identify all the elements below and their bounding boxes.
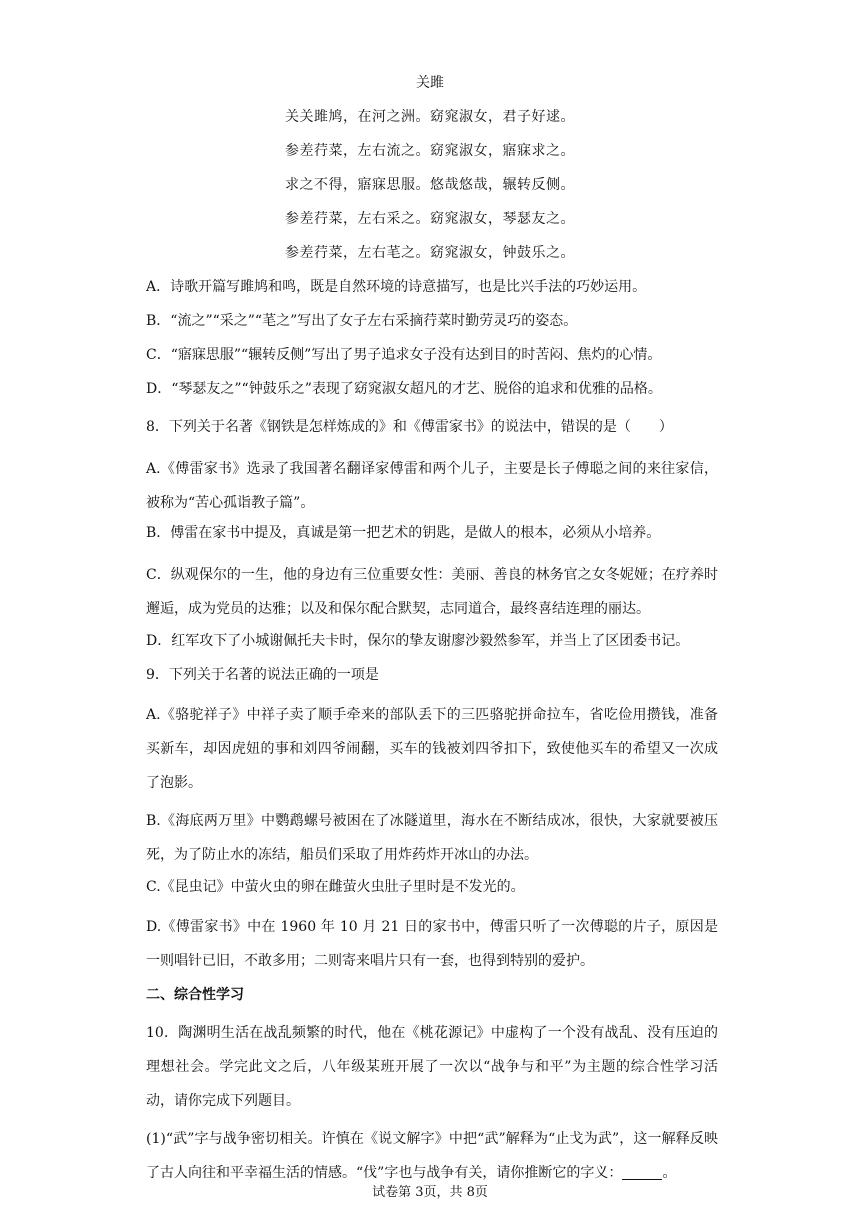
poem-line: 关关雎鸠，在河之洲。窈窕淑女，君子好逑。 (285, 109, 575, 125)
q9-option-a: A.《骆驼祥子》中祥子卖了顺手牵来的部队丢下的三匹骆驼拼命拉车，省吃俭用攒钱，准备买新车，却因虎妞的事和刘四爷闹翻，买车的钱被刘四爷扣下，致使他买车的希望又一次成了泡影。 (146, 707, 718, 791)
answer-blank[interactable] (622, 1163, 662, 1180)
q10-sub1-end: 。 (662, 1165, 677, 1181)
q10-sub1 (146, 1122, 718, 1190)
section-heading: 二、综合性学习 (146, 987, 244, 1003)
q9-option-d: D.《傅雷家书》中在 1960 年 10 月 21 日的家书中，傅雷只听了一次傅聪的片子，原因是一则唱针已旧，不敢多用；二则寄来唱片只有一套，也得到特别的爱护。 (146, 919, 718, 969)
poem-body (0, 106, 860, 276)
poem-line: 参差荇菜，左右采之。窈窕淑女，琴瑟友之。 (285, 211, 575, 227)
q10-sub1-text: (1)“武”字与战争密切相关。许慎在《说文解字》中把“武”解释为“止戈为武”，这一解释反映了古人向往和平幸福生活的情感。“伐”字也与战争有关，请你推断它的字义： (146, 1131, 718, 1181)
q10-intro: 10．陶渊明生活在战乱频繁的时代，他在《桃花源记》中虚构了一个没有战乱、没有压迫的理想社会。学完此文之后，八年级某班开展了一次以“战争与和平”为主题的综合性学习活动，请你完成下列题目。 (146, 1025, 718, 1109)
q8-option-a: A.《傅雷家书》选录了我国著名翻译家傅雷和两个儿子，主要是长子傅聪之间的来往家信，被称为“苦心孤诣教子篇”。 (146, 461, 718, 511)
poem-line: 参差荇菜，左右流之。窈窕淑女，寤寐求之。 (285, 143, 575, 159)
q7-option-a: A．诗歌开篇写雎鸠和鸣，既是自然环境的诗意描写，也是比兴手法的巧妙运用。 (146, 279, 647, 295)
q8-option-c: C．纵观保尔的一生，他的身边有三位重要女性：美丽、善良的林务官之女冬妮娅；在疗养时邂逅，成为党员的达雅；以及和保尔配合默契，志同道合，最终喜结连理的丽达。 (146, 567, 718, 617)
q8-stem: 8．下列关于名著《钢铁是怎样炼成的》和《傅雷家书》的说法中，错误的是（ ） (146, 419, 673, 435)
poem-line: 参差荇菜，左右芼之。窈窕淑女，钟鼓乐之。 (285, 245, 575, 261)
page-footer: 试卷第 3页，共 8页 (372, 1185, 488, 1200)
q9-option-b: B.《海底两万里》中鹦鹉螺号被困在了冰隧道里，海水在不断结成冰，很快，大家就要被压死，为了防止水的冻结，船员们采取了用炸药炸开冰山的办法。 (146, 813, 718, 863)
q7-option-b: B．“流之”“采之”“芼之”写出了女子左右采摘荇菜时勤劳灵巧的姿态。 (146, 313, 578, 329)
q8-option-b: B．傅雷在家书中提及，真诚是第一把艺术的钥匙，是做人的根本，必须从小培养。 (146, 525, 661, 541)
q7-option-c: C．“寤寐思服”“辗转反侧”写出了男子追求女子没有达到目的时苦闷、焦灼的心情。 (146, 347, 662, 363)
q9-stem: 9．下列关于名著的说法正确的一项是 (146, 667, 379, 683)
q9-option-c: C.《昆虫记》中萤火虫的卵在雌萤火虫肚子里时是不发光的。 (146, 879, 525, 895)
poem-line: 求之不得，寤寐思服。悠哉悠哉，辗转反侧。 (285, 177, 575, 193)
questions (146, 276, 718, 1190)
q8-option-d: D．红军攻下了小城谢佩托夫卡时，保尔的挚友谢廖沙毅然参军，并当上了区团委书记。 (146, 633, 690, 649)
poem-title: 关雎 (416, 75, 444, 91)
q7-option-d: D．“琴瑟友之”“钟鼓乐之”表现了窈窕淑女超凡的才艺、脱俗的追求和优雅的品格。 (146, 381, 662, 397)
